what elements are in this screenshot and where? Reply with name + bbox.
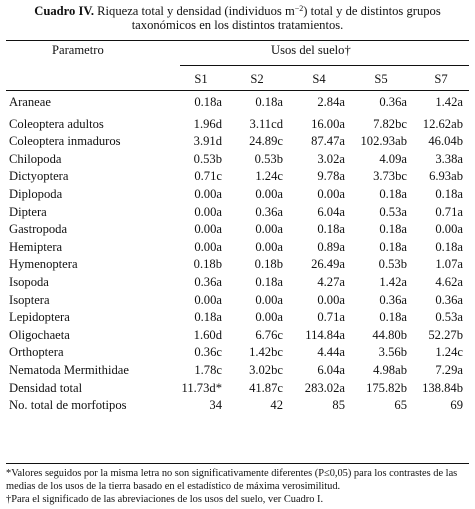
- table-cell: 34: [209, 398, 222, 413]
- table-cell: 114.84a: [305, 327, 345, 342]
- table-row: [6, 397, 469, 415]
- table-cell: 3.91d: [193, 134, 222, 149]
- table-cell: 9.78a: [317, 169, 345, 184]
- row-label: Araneae: [9, 95, 51, 109]
- table-cell: 0.00a: [255, 239, 283, 254]
- row-label: Isopoda: [9, 274, 49, 289]
- table-row: [6, 221, 469, 239]
- table-cell: 0.71c: [194, 169, 222, 184]
- table-cell: 0.53b: [378, 257, 407, 272]
- table-cell: 4.27a: [317, 274, 345, 289]
- table-cell: 0.18a: [194, 310, 222, 325]
- row-label: Orthoptera: [9, 345, 64, 360]
- table-cell: 1.07a: [435, 257, 463, 272]
- table-caption: [6, 4, 469, 32]
- table-row: [6, 94, 469, 112]
- table-cell: 0.00a: [194, 292, 222, 307]
- table-row: [6, 309, 469, 327]
- column-header-s7: S7: [434, 72, 448, 86]
- table-row: [6, 133, 469, 151]
- footnote-significance: *Valores seguidos por la misma letra no son significativamente diferentes (P≤0,05) para los contrastes de las medias de los usos de la tierra basado en el estadístico de máxima verosimilitud.: [6, 468, 458, 492]
- table-cell: 3.56b: [378, 345, 407, 360]
- data-table: [6, 94, 469, 415]
- table-cell: 4.09a: [379, 151, 407, 166]
- table-cell: 0.00a: [194, 204, 222, 219]
- table-cell: 0.36a: [435, 292, 463, 307]
- table-cell: 0.18a: [379, 186, 407, 201]
- row-label: Hemiptera: [9, 239, 63, 254]
- table-cell: 69: [450, 398, 463, 413]
- table-row: [6, 239, 469, 257]
- table-cell: 0.00a: [255, 222, 283, 237]
- row-label: Lepidoptera: [9, 310, 70, 325]
- table-cell: 0.18a: [255, 274, 283, 289]
- row-label: Diptera: [9, 204, 47, 219]
- header-rule: [6, 90, 469, 91]
- table-cell: 1.42a: [435, 95, 463, 109]
- table-cell: 0.36a: [194, 274, 222, 289]
- table-row: [6, 151, 469, 169]
- table-cell: 42: [270, 398, 283, 413]
- table-cell: 44.80b: [372, 327, 407, 342]
- table-cell: 0.00a: [194, 239, 222, 254]
- table-cell: 7.29a: [435, 362, 463, 377]
- table-row: [6, 256, 469, 274]
- caption-superscript: −2: [294, 4, 304, 13]
- table-cell: 0.36a: [255, 204, 283, 219]
- table-cell: 0.53a: [379, 204, 407, 219]
- header-group: Usos del suelo†: [271, 43, 351, 57]
- column-header-s2: S2: [250, 72, 264, 86]
- table-cell: 0.53b: [193, 151, 222, 166]
- row-label: Nematoda Mermithidae: [9, 362, 129, 377]
- table-cell: 3.02a: [317, 151, 345, 166]
- table-cell: 175.82b: [366, 380, 407, 395]
- table-cell: 1.42bc: [249, 345, 283, 360]
- table-cell: 1.60d: [193, 327, 222, 342]
- table-cell: 0.18b: [254, 257, 283, 272]
- table-cell: 1.24c: [255, 169, 283, 184]
- table-cell: 41.87c: [249, 380, 283, 395]
- table-cell: 1.42a: [379, 274, 407, 289]
- footnote-abbreviations: †Para el significado de las abreviaciones de los usos del suelo, ver Cuadro I.: [6, 494, 324, 505]
- table-cell: 16.00a: [311, 116, 345, 131]
- table-cell: 6.04a: [317, 362, 345, 377]
- table-cell: 6.04a: [317, 204, 345, 219]
- row-label: Chilopoda: [9, 151, 62, 166]
- table-cell: 283.02a: [304, 380, 345, 395]
- table-row: [6, 274, 469, 292]
- table-cell: 6.93ab: [429, 169, 463, 184]
- table-cell: 65: [394, 398, 407, 413]
- table-cell: 0.18a: [379, 310, 407, 325]
- top-rule: [6, 40, 469, 41]
- table-cell: 4.44a: [317, 345, 345, 360]
- table-cell: 1.24c: [435, 345, 463, 360]
- caption-text-1: Riqueza total y densidad (individuos m: [93, 4, 295, 18]
- table-cell: 6.76c: [255, 327, 283, 342]
- table-cell: 11.73d*: [181, 380, 222, 395]
- table-cell: 52.27b: [428, 327, 463, 342]
- table-cell: 0.53b: [254, 151, 283, 166]
- table-row: [6, 380, 469, 398]
- table-row: [6, 168, 469, 186]
- table-cell: 0.00a: [317, 186, 345, 201]
- table-cell: 0.18b: [193, 257, 222, 272]
- table-cell: 0.71a: [435, 204, 463, 219]
- table-cell: 1.96d: [193, 116, 222, 131]
- table-cell: 3.11cd: [249, 116, 283, 131]
- header-parameter: Parametro: [52, 43, 104, 57]
- column-header-s4: S4: [312, 72, 326, 86]
- table-cell: 26.49a: [311, 257, 345, 272]
- group-rule: [180, 65, 469, 66]
- table-row: [6, 204, 469, 222]
- column-header-s5: S5: [374, 72, 388, 86]
- table-cell: 138.84b: [422, 380, 463, 395]
- table-row: [6, 186, 469, 204]
- table-cell: 0.89a: [317, 239, 345, 254]
- table-cell: 0.00a: [255, 292, 283, 307]
- table-cell: 0.18a: [435, 239, 463, 254]
- table-cell: 0.00a: [255, 310, 283, 325]
- row-label: Oligochaeta: [9, 327, 70, 342]
- table-cell: 24.89c: [249, 134, 283, 149]
- table-cell: 0.18a: [255, 95, 283, 109]
- table-row: [6, 116, 469, 134]
- table-cell: 4.98ab: [373, 362, 407, 377]
- row-label: Hymenoptera: [9, 257, 78, 272]
- table-row: [6, 327, 469, 345]
- table-cell: 102.93ab: [360, 134, 407, 149]
- table-row: [6, 362, 469, 380]
- table-cell: 3.38a: [435, 151, 463, 166]
- table-cell: 3.73bc: [373, 169, 407, 184]
- table-row: [6, 344, 469, 362]
- table-cell: 0.00a: [255, 186, 283, 201]
- row-label: Dictyoptera: [9, 169, 69, 184]
- table-cell: 0.18a: [194, 95, 222, 109]
- bottom-rule: [6, 463, 469, 464]
- row-label: Densidad total: [9, 380, 83, 395]
- table-cell: 0.36a: [379, 95, 407, 109]
- caption-text-2: ) total y de distintos grupos taxonómicos en los distintos tratamientos.: [131, 4, 441, 32]
- table-cell: 0.18a: [379, 239, 407, 254]
- table-cell: 0.00a: [435, 222, 463, 237]
- table-cell: 3.02bc: [249, 362, 283, 377]
- table-cell: 46.04b: [428, 134, 463, 149]
- row-label: Coleoptera inmaduros: [9, 134, 121, 149]
- table-cell: 87.47a: [311, 134, 345, 149]
- table-cell: 0.00a: [194, 222, 222, 237]
- table-cell: 0.00a: [317, 292, 345, 307]
- row-label: Isoptera: [9, 292, 50, 307]
- table-cell: 0.00a: [194, 186, 222, 201]
- table-row: [6, 292, 469, 310]
- table-cell: 0.71a: [317, 310, 345, 325]
- table-cell: 0.18a: [379, 222, 407, 237]
- table-cell: 0.18a: [435, 186, 463, 201]
- table-cell: 7.82bc: [373, 116, 407, 131]
- row-label: Diplopoda: [9, 186, 63, 201]
- table-cell: 2.84a: [317, 95, 345, 109]
- column-header-s1: S1: [194, 72, 208, 86]
- table-cell: 0.53a: [435, 310, 463, 325]
- row-label: No. total de morfotipos: [9, 398, 127, 413]
- table-cell: 4.62a: [435, 274, 463, 289]
- table-cell: 85: [332, 398, 345, 413]
- table-cell: 0.36c: [194, 345, 222, 360]
- caption-label: Cuadro IV.: [34, 4, 94, 18]
- table-cell: 1.78c: [194, 362, 222, 377]
- row-label: Coleoptera adultos: [9, 116, 104, 131]
- row-label: Gastropoda: [9, 222, 68, 237]
- table-cell: 0.18a: [317, 222, 345, 237]
- table-cell: 12.62ab: [422, 116, 463, 131]
- table-cell: 0.36a: [379, 292, 407, 307]
